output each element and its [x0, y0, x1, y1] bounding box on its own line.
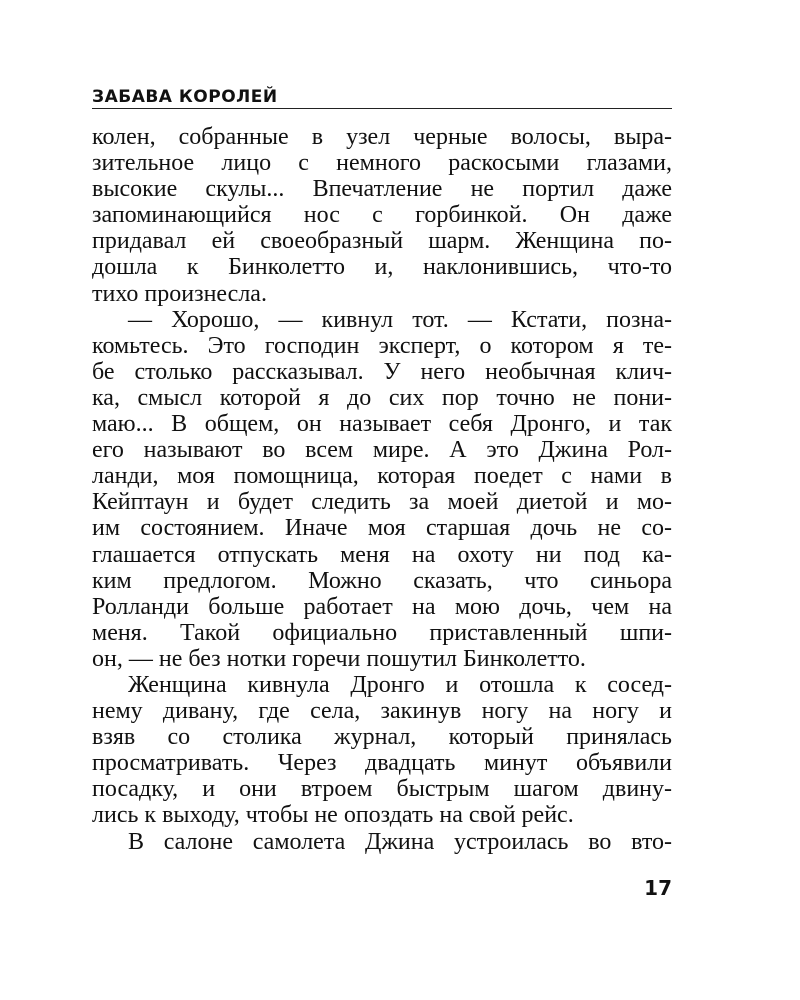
text-line: ланди, моя помощница, которая поедет с нами в: [92, 463, 672, 490]
text-line: В салоне самолета Джина устроилась во вто-: [128, 828, 672, 855]
text-line: он, — не без нотки горечи пошутил Бинколетто.: [92, 645, 586, 672]
text-line: придавал ей своеобразный шарм. Женщина по-: [92, 228, 672, 255]
text-line: высокие скулы... Впечатление не портил даже: [92, 176, 672, 203]
text-line: запоминающийся нос с горбинкой. Он даже: [92, 202, 672, 229]
text-line: Женщина кивнула Дронго и отошла к сосед-: [128, 671, 672, 698]
text-line: дошла к Бинколетто и, наклонившись, что-то: [92, 254, 672, 281]
text-line: маю... В общем, он называет себя Дронго, и так: [92, 411, 672, 438]
text-line: взяв со столика журнал, который принялась: [92, 724, 672, 751]
text-line: им состоянием. Иначе моя старшая дочь не со-: [92, 515, 672, 542]
text-line: ким предлогом. Можно сказать, что синьора: [92, 567, 672, 594]
text-line: — Хорошо, — кивнул тот. — Кстати, позна-: [128, 306, 672, 333]
text-line: меня. Такой официально приставленный шпи-: [92, 619, 672, 646]
header-rule: [92, 108, 672, 109]
text-line: колен, собранные в узел черные волосы, выра-: [92, 124, 672, 150]
text-line: глашается отпускать меня на охоту ни под ка-: [92, 541, 672, 568]
text-line: посадку, и они втроем быстрым шагом двину-: [92, 776, 672, 803]
text-line: зительное лицо с немного раскосыми глазами,: [92, 150, 672, 177]
text-line: нему дивану, где села, закинув ногу на ногу и: [92, 698, 672, 725]
text-line: тихо произнесла.: [92, 280, 267, 307]
text-line: ка, смысл которой я до сих пор точно не пони-: [92, 384, 672, 411]
body-text: [92, 124, 672, 855]
running-head-title: ЗАБАВА КОРОЛЕЙ: [92, 87, 278, 107]
text-line: просматривать. Через двадцать минут объявили: [92, 750, 672, 777]
page-number: 17: [644, 876, 672, 900]
text-line: лись к выходу, чтобы не опоздать на свой рейс.: [92, 802, 574, 829]
text-line: бе столько рассказывал. У него необычная клич-: [92, 358, 672, 385]
text-line: комьтесь. Это господин эксперт, о котором я те-: [92, 332, 672, 359]
text-line: Кейптаун и будет следить за моей диетой и мо-: [92, 489, 672, 516]
text-line: Ролланди больше работает на мою дочь, чем на: [92, 593, 672, 620]
text-line: его называют во всем мире. А это Джина Рол-: [92, 437, 672, 464]
